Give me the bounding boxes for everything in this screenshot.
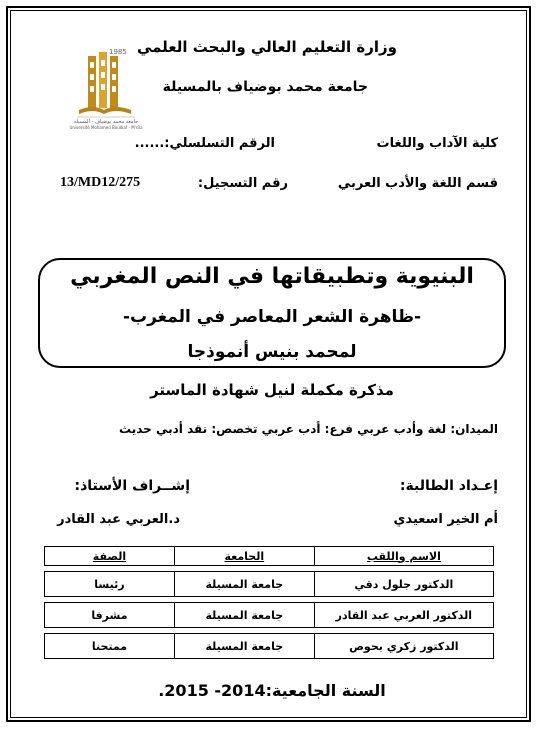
jury-member-university: جامعة المسيلة <box>174 572 314 597</box>
academic-year: السنة الجامعية:2014- 2015. <box>158 681 386 700</box>
jury-member-name: الدكتور زكري بحوص <box>314 634 493 659</box>
jury-header-role: الصفة <box>45 547 175 566</box>
department-name: قسم اللغة والأدب العربي <box>337 176 498 191</box>
jury-row <box>45 572 494 597</box>
jury-row <box>45 603 494 628</box>
faculty-name: كلية الآداب واللغات <box>376 136 498 151</box>
jury-member-name: الدكتور جلول دقي <box>314 572 493 597</box>
ministry-name: وزارة التعليم العالي والبحث العلمي <box>136 38 397 56</box>
supervisor-name: د.العربي عبد القادر <box>57 512 180 527</box>
jury-header-row <box>45 547 494 566</box>
field-line: الميدان: لغة وأدب عربي فرع: أدب عربي تخصص: نقد أدبي حديث <box>119 422 498 436</box>
logo-caption-ar: جامعة محمد بوضياف - المسيلة <box>73 119 139 125</box>
registration-label: رقم التسجيل: <box>197 176 288 191</box>
jury-header-university: الجامعة <box>174 547 314 566</box>
university-name: جامعة محمد بوضياف بالمسيلة <box>162 79 368 95</box>
jury-member-role: مشرفا <box>45 603 175 628</box>
thesis-note: مذكرة مكملة لنيل شهادة الماستر <box>150 381 394 399</box>
serial-number: الرقم التسلسلي:...... <box>134 136 275 151</box>
supervision-label: إشــراف الأستاذ: <box>74 478 190 494</box>
thesis-title: البنيوية وتطبيقاتها في النص المغربي <box>70 264 474 289</box>
jury-member-university: جامعة المسيلة <box>174 634 314 659</box>
logo-caption-fr: Université Mohamed Boudiaf - M'sila <box>69 125 143 130</box>
jury-header-name: الاسم واللقب <box>314 547 493 566</box>
jury-member-name: الدكتور العربي عبد القادر <box>314 603 493 628</box>
student-name: أم الخير اسعيدي <box>393 512 498 527</box>
university-logo <box>69 44 143 130</box>
jury-member-university: جامعة المسيلة <box>174 603 314 628</box>
registration-number: 13/MD12/275 <box>60 175 141 190</box>
jury-table <box>44 546 494 659</box>
jury-member-role: ممتحنا <box>45 634 175 659</box>
thesis-subtitle: -ظاهرة الشعر المعاصر في المغرب- <box>122 307 422 327</box>
logo-year: 1985 <box>109 48 127 56</box>
jury-member-role: رئيسا <box>45 572 175 597</box>
thesis-case-study: لمحمد بنيس أنموذجا <box>187 342 357 362</box>
prepared-by-label: إعـداد الطالبة: <box>399 478 498 494</box>
jury-row <box>45 634 494 659</box>
